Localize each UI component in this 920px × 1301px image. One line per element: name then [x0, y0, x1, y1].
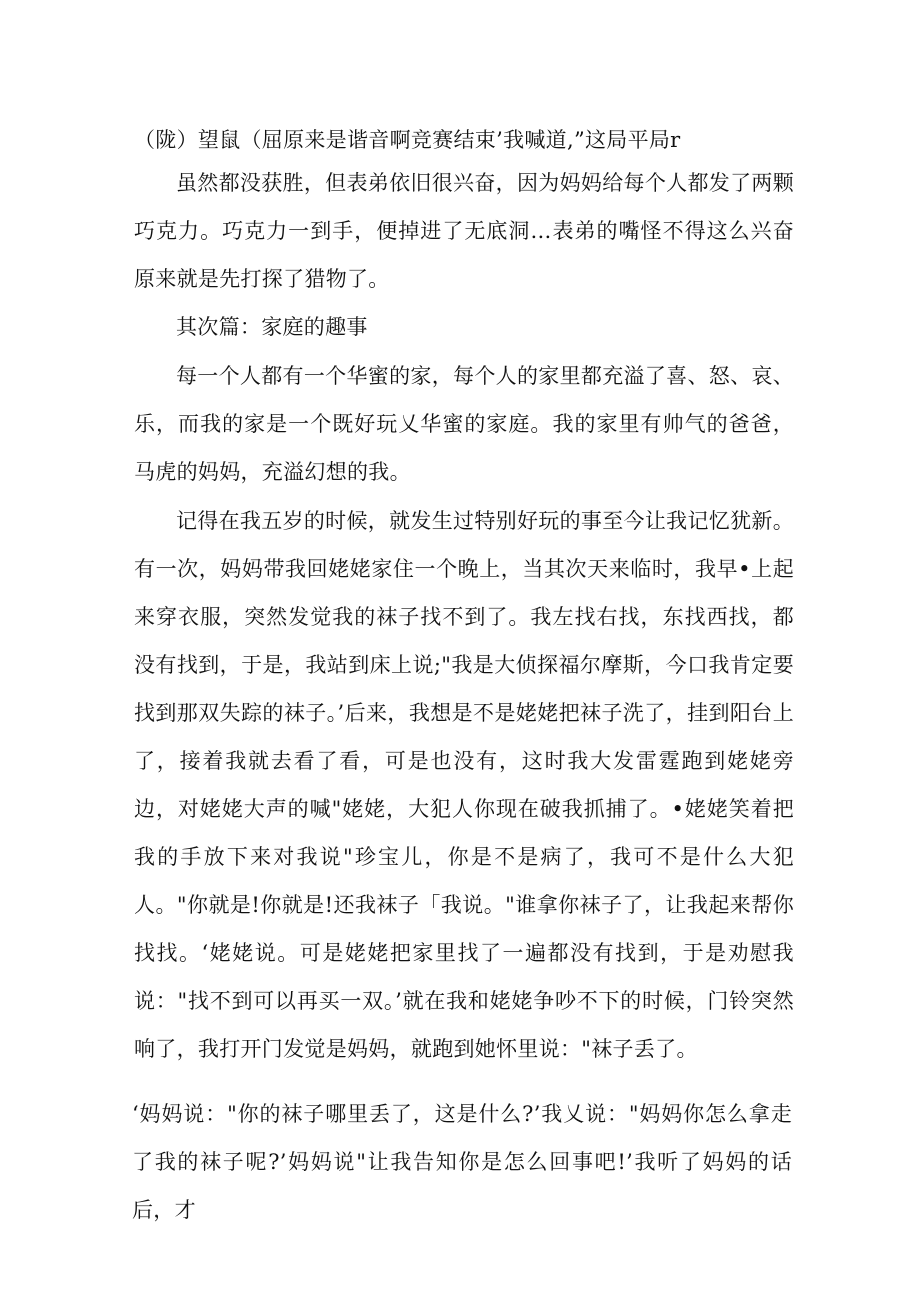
section-heading: 其次篇：家庭的趣事: [176, 315, 368, 339]
paragraph-family-intro: 每一个人都有一个华蜜的家，每个人的家里都充溢了喜、怒、哀、乐，而我的家是一个既好玩乂华蜜的家庭。我的家里有帅气的爸爸，马虎的妈妈，充溢幻想的我。: [134, 364, 794, 484]
paragraph-chocolate: 虽然都没获胜，但表弟依旧很兴奋，因为妈妈给每个人都发了两颗巧克力。巧克力一到手，便掉进了无底洞…表弟的嘴怪不得这么兴奋原来就是先打探了猎物了。: [134, 171, 794, 291]
paragraph-mom-dialogue: ‘妈妈说："你的袜子哪里丢了，这是什么?’我乂说："妈妈你怎么拿走了我的袜子呢?’妈妈说"让我告知你是怎么回事吧!’我听了妈妈的话后，才: [132, 1102, 792, 1222]
paragraph-sock-story: 记得在我五岁的时候，就发生过特别好玩的事至今让我记忆犹新。有一次，妈妈带我回姥姥家住一个晚上，当其次天来临时，我早•上起来穿衣服，突然发觉我的袜子找不到了。我左找右找，东找西找，都没有找到，于是，我站到床上说;"我是大侦探福尔摩斯，今口我肯定要找到那双失踪的袜子。’后来，我想是不是姥姥把袜子洗了，挂到阳台上了，接着我就去看了看，可是也没有，这时我大发雷霆跑到姥姥旁边，对姥姥大声的喊"姥姥，大犯人你现在破我抓捕了。•姥姥笑着把我的手放下来对我说"珍宝儿，你是不是病了，我可不是什么大犯人。"你就是!你就是!还我袜子「我说。"谁拿你袜子了，让我起来帮你找找。‘姥姥说。可是姥姥把家里找了一遍都没有找到，于是劝慰我说："找不到可以再买一双。’就在我和姥姥争吵不下的时候，门铃突然响了，我打开门发觉是妈妈，就跑到她怀里说："袜子丢了。: [134, 509, 794, 1061]
paragraph-fragment-top: （陇）望鼠（屈原来是谐音啊竞赛结束’我喊道,”这局平局r: [134, 128, 681, 152]
